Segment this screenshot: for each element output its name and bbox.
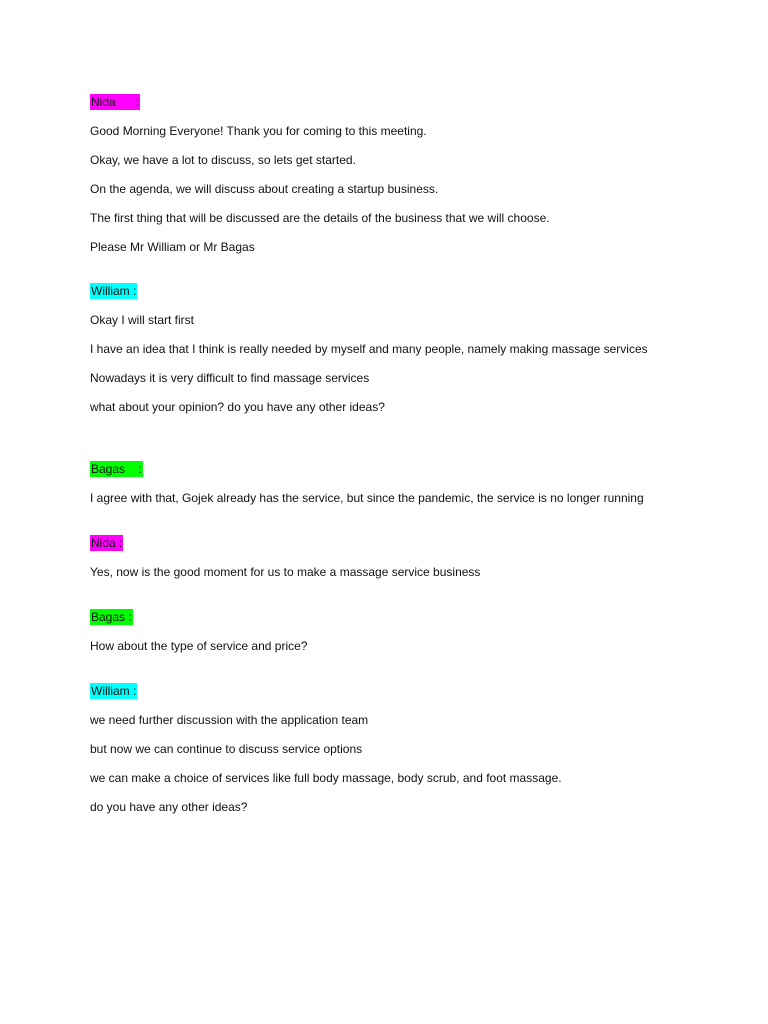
- dialogue-line: Okay, we have a lot to discuss, so lets get started.: [90, 153, 356, 167]
- dialogue-line: Yes, now is the good moment for us to make a massage service business: [90, 565, 481, 579]
- speaker-label-nida: Nida :: [91, 95, 140, 109]
- dialogue-line: On the agenda, we will discuss about creating a startup business.: [90, 182, 439, 196]
- dialogue-block-nida: [90, 93, 730, 255]
- dialogue-line: Please Mr William or Mr Bagas: [90, 240, 255, 254]
- dialogue-line: The first thing that will be discussed are the details of the business that we will choose.: [90, 211, 550, 225]
- dialogue-line: Okay I will start first: [90, 313, 195, 327]
- speaker-label-william: William :: [91, 684, 137, 698]
- dialogue-block-william: [90, 282, 730, 415]
- dialogue-line: but now we can continue to discuss service options: [90, 742, 363, 756]
- dialogue-line: Nowadays it is very difficult to find massage services: [90, 371, 370, 385]
- dialogue-line: How about the type of service and price?: [90, 639, 308, 653]
- dialogue-line: I have an idea that I think is really needed by myself and many people, namely making massage services: [90, 342, 648, 356]
- speaker-label-bagas: Bagas :: [91, 462, 142, 476]
- speaker-label-nida: Nida :: [91, 536, 123, 550]
- dialogue-line: do you have any other ideas?: [90, 800, 248, 814]
- dialogue-line: Good Morning Everyone! Thank you for coming to this meeting.: [90, 124, 427, 138]
- dialogue-block-bagas: [90, 608, 730, 654]
- dialogue-block-bagas: [90, 460, 730, 506]
- dialogue-line: what about your opinion? do you have any other ideas?: [90, 400, 385, 414]
- dialogue-block-nida: [90, 534, 730, 580]
- speaker-label-bagas: Bagas :: [91, 610, 132, 624]
- dialogue-line: we can make a choice of services like full body massage, body scrub, and foot massage.: [90, 771, 562, 785]
- dialogue-line: we need further discussion with the application team: [90, 713, 369, 727]
- meeting-transcript: [90, 93, 730, 828]
- dialogue-line: I agree with that, Gojek already has the service, but since the pandemic, the service is no longer running: [90, 491, 644, 505]
- dialogue-block-william: [90, 682, 730, 815]
- speaker-label-william: William :: [91, 284, 137, 298]
